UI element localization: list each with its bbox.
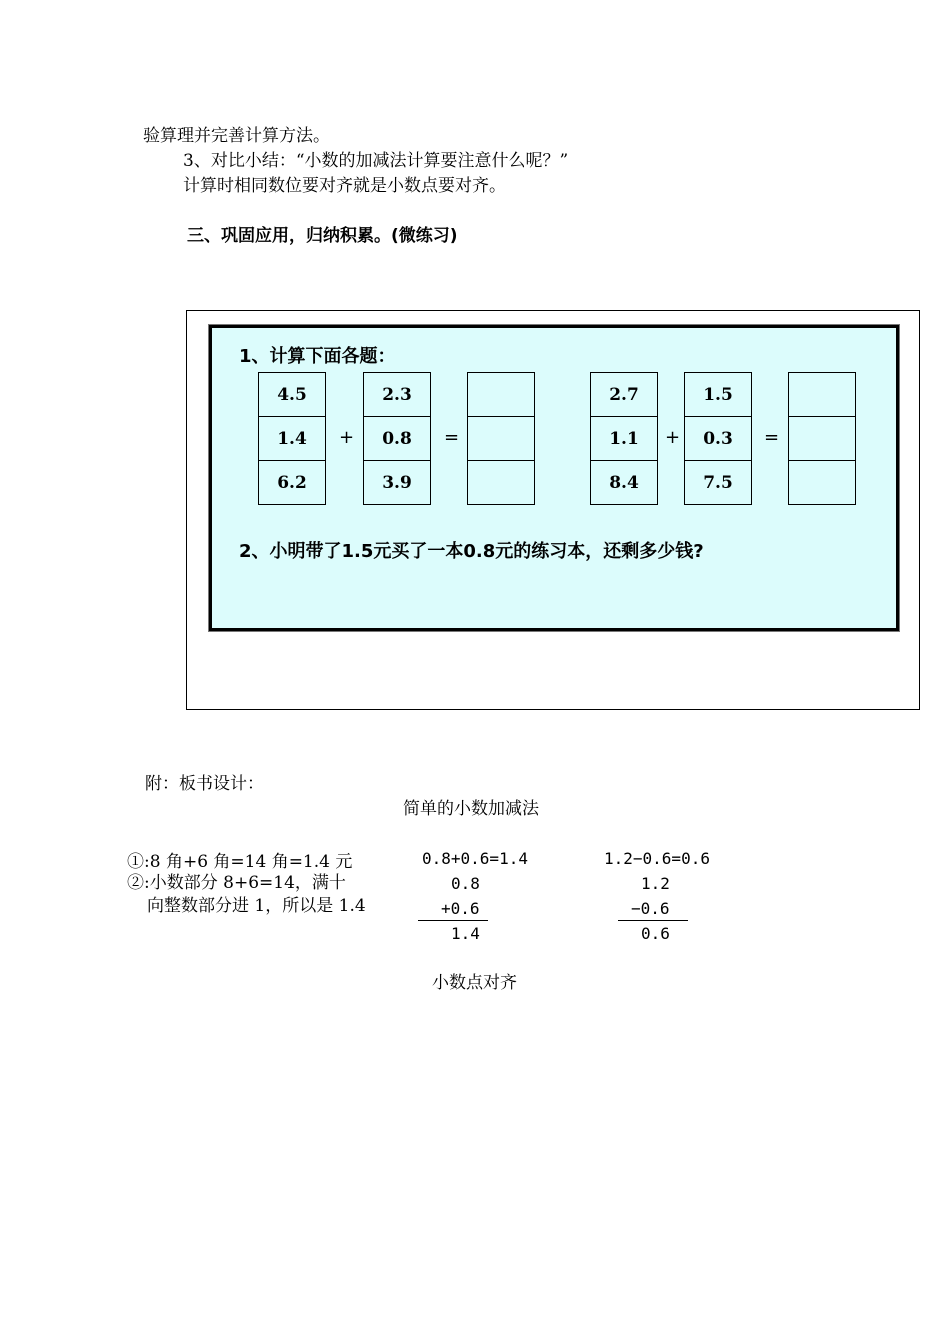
plus-sign: + xyxy=(339,427,355,448)
note-line-1: ①:8 角+6 角=14 角=1.4 元 xyxy=(127,852,353,872)
answer-cell[interactable] xyxy=(468,461,534,504)
note-line-3: 向整数部分进 1，所以是 1.4 xyxy=(147,896,366,916)
group-1-addend-a xyxy=(258,372,326,505)
number-cell: 2.3 xyxy=(364,373,430,417)
subtraction-second: −0.6 xyxy=(631,899,670,918)
board-title: 简单的小数加减法 xyxy=(403,799,539,819)
paragraph-line-1: 验算理并完善计算方法。 xyxy=(143,126,330,146)
question-2-text: 2、小明带了1.5元买了一本0.8元的练习本，还剩多少钱? xyxy=(239,541,704,562)
answer-cell[interactable] xyxy=(468,417,534,461)
question-1-title: 1、计算下面各题： xyxy=(239,346,396,367)
appendix-label: 附：板书设计： xyxy=(145,774,264,794)
board-footer: 小数点对齐 xyxy=(432,973,517,993)
answer-cell[interactable] xyxy=(789,461,855,504)
group-1-addend-b xyxy=(363,372,431,505)
number-cell: 1.1 xyxy=(591,417,657,461)
answer-cell[interactable] xyxy=(468,373,534,417)
number-cell: 2.7 xyxy=(591,373,657,417)
answer-cell[interactable] xyxy=(789,417,855,461)
group-2-addend-a xyxy=(590,372,658,505)
equals-sign: = xyxy=(444,427,460,448)
subtraction-result: 0.6 xyxy=(641,924,670,943)
addition-equation: 0.8+0.6=1.4 xyxy=(422,849,528,868)
number-cell: 1.5 xyxy=(685,373,751,417)
section-heading: 三、巩固应用，归纳积累。(微练习) xyxy=(187,226,458,246)
number-cell: 4.5 xyxy=(259,373,325,417)
number-cell: 0.3 xyxy=(685,417,751,461)
group-2-addend-b xyxy=(684,372,752,505)
exercise-panel xyxy=(209,325,899,631)
group-1-answer xyxy=(467,372,535,505)
equals-sign: = xyxy=(764,427,780,448)
subtraction-top: 1.2 xyxy=(641,874,670,893)
subtraction-rule xyxy=(618,920,688,921)
number-cell: 8.4 xyxy=(609,472,639,493)
addition-second: +0.6 xyxy=(441,899,480,918)
subtraction-equation: 1.2−0.6=0.6 xyxy=(604,849,710,868)
number-cell: 0.8 xyxy=(364,417,430,461)
addition-top: 0.8 xyxy=(451,874,480,893)
paragraph-line-2: 3、对比小结：“小数的加减法计算要注意什么呢？” xyxy=(183,151,569,171)
number-cell: 7.5 xyxy=(703,472,733,493)
note-line-2: ②:小数部分 8+6=14，满十 xyxy=(127,873,346,893)
paragraph-line-3: 计算时相同数位要对齐就是小数点要对齐。 xyxy=(183,176,506,196)
addition-rule xyxy=(418,920,488,921)
plus-sign: + xyxy=(665,427,681,448)
number-cell: 6.2 xyxy=(277,472,307,493)
addition-result: 1.4 xyxy=(451,924,480,943)
answer-cell[interactable] xyxy=(789,373,855,417)
group-2-answer xyxy=(788,372,856,505)
number-cell: 1.4 xyxy=(259,417,325,461)
number-cell: 3.9 xyxy=(382,472,412,493)
